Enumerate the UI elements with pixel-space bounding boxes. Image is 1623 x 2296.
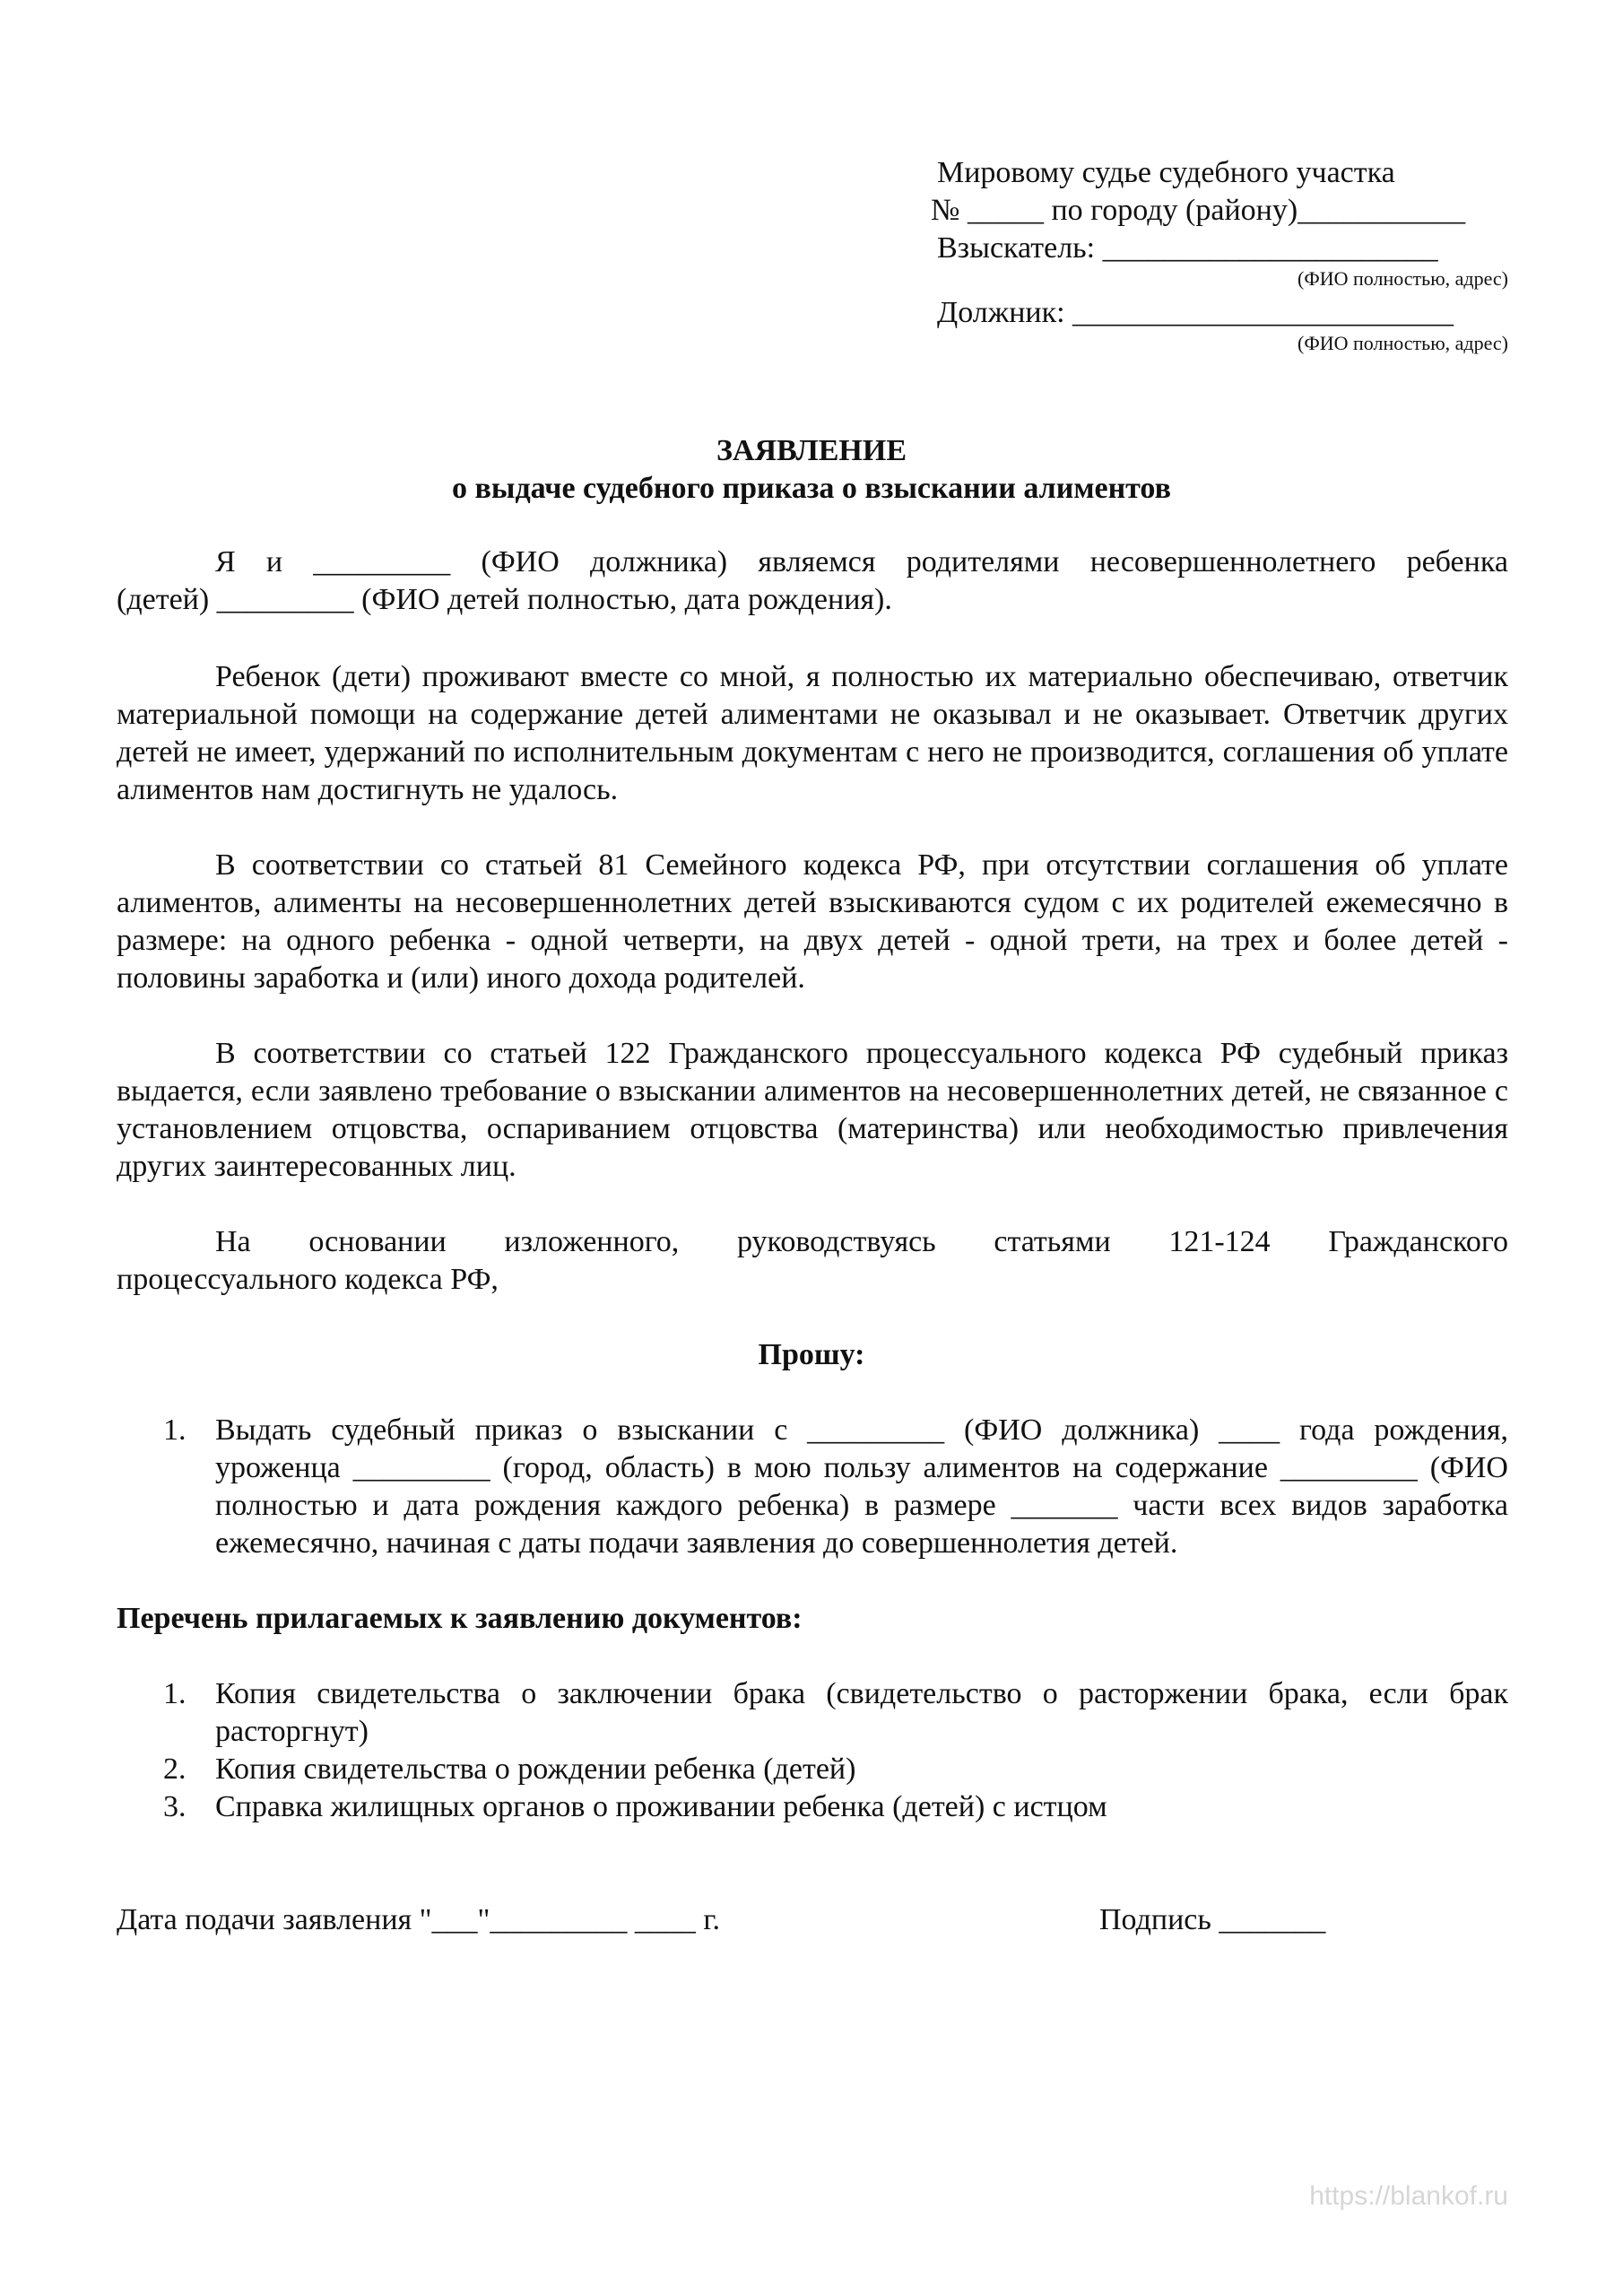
paragraph-1-word: ребенка xyxy=(1406,545,1508,578)
paragraph-1-word: родителями xyxy=(906,545,1060,578)
paragraph-1-word: и xyxy=(265,545,283,578)
document-title: ЗАЯВЛЕНИЕ xyxy=(716,434,907,467)
document-subtitle: о выдаче судебного приказа о взыскании алиментов xyxy=(452,472,1171,505)
paragraph-1-word: (ФИО xyxy=(481,545,560,578)
submission-date: Дата подачи заявления "___"_________ ____ г. xyxy=(117,1903,721,1936)
request-list xyxy=(117,1412,1508,1562)
attachments-heading: Перечень прилагаемых к заявлению документов: xyxy=(117,1602,803,1635)
request-item-text: Выдать судебный приказ о взыскании с _________ (ФИО должника) ____ года рождения, уроженца _________ (город, область) в мою пользу алиментов на содержание _________ (ФИО полностью и дата рождения каждого ребенка) в размере _______ части всех видов заработка ежемесячно, начиная с даты подачи заявления до совершеннолетия детей. xyxy=(215,1413,1508,1560)
paragraph-5-word: основании xyxy=(308,1225,447,1258)
attachment-item-text: Копия свидетельства о заключении брака (свидетельство о расторжении брака, если брак расторгнут) xyxy=(215,1677,1508,1748)
paragraph-4 xyxy=(117,1035,1508,1186)
addressee-line-2: № _____ по городу (району)___________ xyxy=(931,194,1466,227)
paragraph-1-word: должника) xyxy=(590,545,728,578)
attachment-item-number: 1. xyxy=(163,1677,187,1710)
attachments-list xyxy=(117,1675,1508,1826)
attachment-item-number: 2. xyxy=(163,1752,187,1786)
paragraph-2-text: Ребенок (дети) проживают вместе со мной, я полностью их материально обеспечиваю, ответчик материальной помощи на содержание детей алиментами не оказывал и не оказывает. Ответчик других детей не имеет, удержаний по исполнительным документам с него не производится, соглашения об уплате алиментов нам достигнуть не удалось. xyxy=(117,660,1508,806)
request-item xyxy=(117,1412,1508,1562)
signature-line: Подпись _______ xyxy=(1099,1903,1326,1936)
claimant-line: Взыскатель: ______________________ xyxy=(937,231,1438,265)
claimant-hint: (ФИО полностью, адрес) xyxy=(1298,267,1508,290)
paragraph-5-word: Гражданского xyxy=(1328,1225,1508,1258)
paragraph-5-line-2: процессуального кодекса РФ, xyxy=(117,1263,499,1296)
paragraph-5 xyxy=(117,1223,1508,1299)
paragraph-5-line-1 xyxy=(117,1223,1508,1261)
attachment-item xyxy=(117,1751,1508,1788)
paragraph-1-line-2: (детей) _________ (ФИО детей полностью, дата рождения). xyxy=(117,583,892,616)
paragraph-3 xyxy=(117,847,1508,997)
watermark-url: https://blankof.ru xyxy=(1309,2181,1508,2211)
debtor-hint: (ФИО полностью, адрес) xyxy=(1298,332,1508,354)
paragraph-3-text: В соответствии со статьей 81 Семейного кодекса РФ, при отсутствии соглашения об уплате алиментов, алименты на несовершеннолетних детей взыскиваются судом с их родителей ежемесячно в размере: на одного ребенка - одной четверти, на двух детей - одной трети, на трех и более детей - половины заработка и (или) иного дохода родителей. xyxy=(117,848,1508,995)
paragraph-1-word: несовершеннолетнего xyxy=(1089,545,1376,578)
attachment-item-text: Справка жилищных органов о проживании ребенка (детей) с истцом xyxy=(215,1790,1107,1823)
paragraph-5-word: изложенного, xyxy=(504,1225,680,1258)
debtor-line: Должник: _________________________ xyxy=(937,296,1454,329)
addressee-line-1: Мировому судье судебного участка xyxy=(937,156,1395,189)
attachment-item-text: Копия свидетельства о рождении ребенка (детей) xyxy=(215,1752,856,1786)
paragraph-1-line-1 xyxy=(117,544,1508,581)
paragraph-2 xyxy=(117,658,1508,809)
attachment-item-number: 3. xyxy=(163,1790,187,1823)
paragraph-5-word: 121-124 xyxy=(1168,1225,1271,1258)
paragraph-4-text: В соответствии со статьей 122 Гражданского процессуального кодекса РФ судебный приказ выдается, если заявлено требование о взыскании алиментов на несовершеннолетних детей, не связанное с установлением отцовства, оспариванием отцовства (материнства) или необходимостью привлечения других заинтересованных лиц. xyxy=(117,1037,1508,1183)
paragraph-1-word: Я xyxy=(215,545,236,578)
paragraph-1 xyxy=(117,544,1508,619)
paragraph-1-word: _________ xyxy=(313,545,451,578)
request-item-number: 1. xyxy=(163,1413,187,1447)
paragraph-5-word: На xyxy=(215,1225,251,1258)
attachment-item xyxy=(117,1788,1508,1826)
request-heading: Прошу: xyxy=(758,1338,865,1371)
attachment-item xyxy=(117,1675,1508,1751)
paragraph-5-word: руководствуясь xyxy=(736,1225,936,1258)
paragraph-5-word: статьями xyxy=(994,1225,1111,1258)
paragraph-1-word: являемся xyxy=(758,545,876,578)
